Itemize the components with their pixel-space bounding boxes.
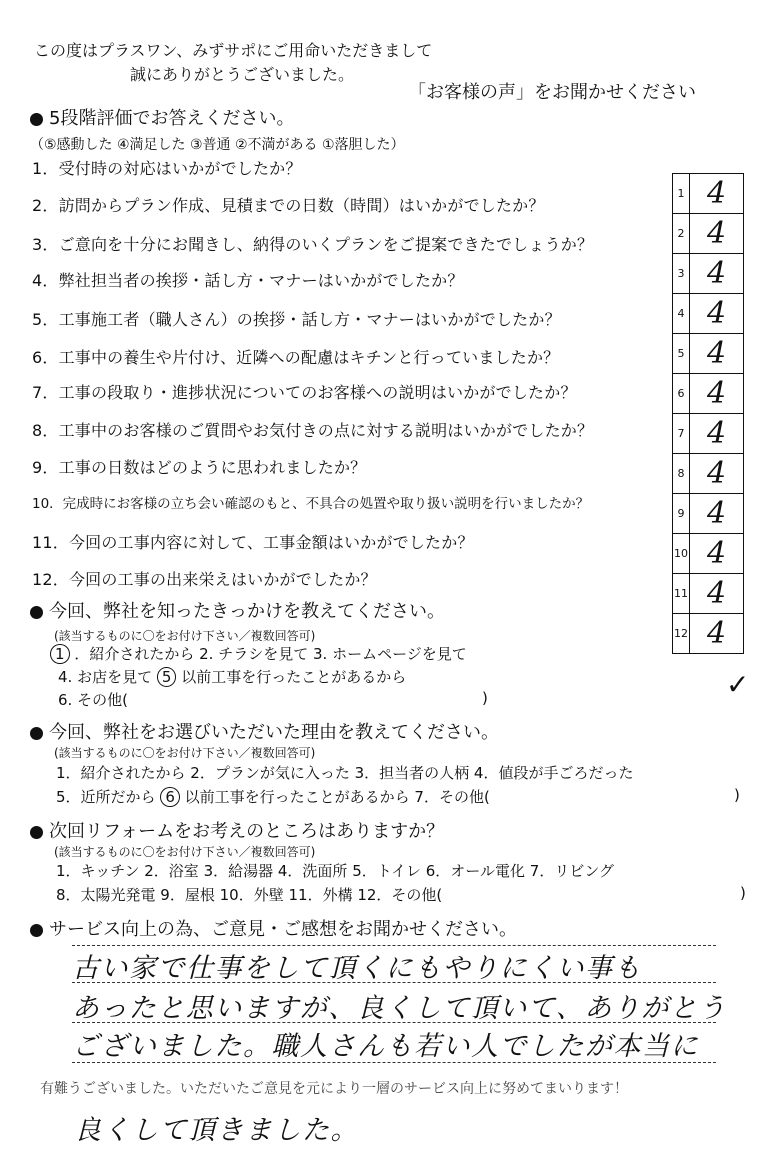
section-1-title-text: 5段階評価でお答えください。 — [49, 108, 295, 129]
option-text: 2. チラシを見て — [199, 645, 309, 663]
question-5: 5．工事施工者（職人さん）の挨拶・話し方・マナーはいかがでしたか？ — [32, 310, 561, 329]
section-2-title-text: 今回、弊社を知ったきっかけを教えてください。 — [49, 601, 445, 622]
section-4-note: (該当するものに〇をお付け下さい／複数回答可) — [54, 845, 316, 859]
section-4-title-text: 次回リフォームをお考えのところはありますか？ — [49, 821, 445, 842]
section-2-row-3: 6. その他( — [58, 691, 128, 709]
rating-value: 4 — [706, 336, 727, 371]
question-1: 1．受付時の対応はいかがでしたか？ — [32, 159, 302, 178]
circled-option: 6 — [160, 787, 180, 807]
rating-box — [672, 293, 744, 333]
bullet-icon — [30, 826, 43, 839]
rating-value: 4 — [706, 456, 727, 491]
rating-box — [672, 333, 744, 373]
section-4-title — [30, 817, 444, 843]
option-text: 紹介されたから — [89, 645, 195, 663]
question-12: 12．今回の工事の出来栄えはいかがでしたか？ — [32, 570, 377, 589]
rating-box — [672, 373, 744, 413]
question-2: 2．訪問からプラン作成、見積までの日数（時間）はいかがでしたか？ — [32, 196, 545, 215]
rating-box — [672, 533, 744, 573]
option-text: 以前工事を行ったことがあるから 7．その他( — [184, 788, 490, 806]
rating-box — [672, 213, 744, 253]
section-4-row-1: 1．キッチン 2．浴室 3．給湯器 4．洗面所 5．トイレ 6．オール電化 7．リビング — [56, 862, 615, 880]
rating-box — [672, 613, 744, 654]
rating-value: 4 — [706, 416, 727, 451]
rating-number: 9 — [673, 494, 690, 533]
section-2-row-2 — [58, 666, 406, 687]
rating-value: 4 — [706, 216, 727, 251]
section-1-title — [30, 104, 294, 130]
rating-box — [672, 573, 744, 613]
question-9: 9．工事の日数はどのように思われましたか？ — [32, 458, 367, 477]
section-3-note: (該当するものに〇をお付け下さい／複数回答可) — [54, 746, 316, 760]
rating-box — [672, 253, 744, 293]
check-mark-icon: ✓ — [726, 668, 750, 701]
rating-value: 4 — [706, 376, 727, 411]
intro-line-1: この度はプラスワン、みずサポにご用命いただきまして — [34, 41, 433, 60]
rating-box — [672, 493, 744, 533]
circled-option: 1 — [50, 644, 70, 664]
rating-number: 5 — [673, 334, 690, 373]
question-3: 3．ご意向を十分にお聞きし、納得のいくプランをご提案できたでしょうか？ — [32, 235, 594, 254]
rating-value: 4 — [706, 616, 727, 651]
rating-column — [672, 173, 744, 654]
section-4-row-2-close: ) — [740, 884, 746, 902]
section-3-row-2 — [56, 786, 490, 807]
rating-number: 7 — [673, 414, 690, 453]
rating-number: 11 — [673, 574, 690, 613]
handwritten-comment-line-3: ございました。職人さんも若い人でしたが本当に — [72, 1031, 699, 1062]
section-3-title-text: 今回、弊社をお選びいただいた理由を教えてください。 — [49, 722, 499, 743]
rating-number: 10 — [673, 534, 690, 573]
section-5-title-text: サービス向上の為、ご意見・ご感想をお聞かせください。 — [49, 919, 517, 940]
rating-value: 4 — [706, 496, 727, 531]
question-4: 4．弊社担当者の挨拶・話し方・マナーはいかがでしたか？ — [32, 271, 464, 290]
option-text: 以前工事を行ったことがあるから — [181, 668, 407, 686]
question-6: 6．工事中の養生や片付け、近隣への配慮はキチンと行っていましたか？ — [32, 348, 560, 367]
question-8: 8．工事中のお客様のご質問やお気付きの点に対する説明はいかがでしたか？ — [32, 421, 594, 440]
bullet-icon — [30, 606, 43, 619]
section-3-row-2-close: ) — [734, 786, 740, 804]
option-text: 4. お店を見て — [58, 668, 153, 686]
rating-number: 12 — [673, 614, 690, 653]
intro-line-2: 誠にありがとうございました。 — [130, 65, 355, 84]
bullet-icon — [30, 727, 43, 740]
rating-number: 8 — [673, 454, 690, 493]
bullet-icon — [30, 924, 43, 937]
customer-voice-heading: 「お客様の声」をお聞かせください — [408, 82, 696, 103]
rating-value: 4 — [706, 576, 727, 611]
section-3-title — [30, 718, 499, 744]
section-2-title — [30, 597, 445, 623]
rating-value: 4 — [706, 296, 727, 331]
question-7: 7．工事の段取り・進捗状況についてのお客様への説明はいかがでしたか？ — [32, 383, 577, 402]
option-text: 3. ホームページを見て — [313, 645, 467, 663]
bullet-icon — [30, 113, 43, 126]
question-11: 11．今回の工事内容に対して、工事金額はいかがでしたか？ — [32, 533, 474, 552]
section-2-row-1: 1 ．紹介されたから 2. チラシを見て 3. ホームページを見て — [50, 643, 467, 664]
option-text: 5．近所だから — [56, 788, 156, 806]
rating-number: 1 — [673, 174, 690, 213]
section-2-row-3-close: ) — [482, 689, 488, 707]
rating-box — [672, 173, 744, 213]
rating-number: 3 — [673, 254, 690, 293]
handwritten-comment-line-1: 古い家で仕事をして頂くにもやりにくい事も — [72, 953, 642, 984]
rating-number: 6 — [673, 374, 690, 413]
section-5-title — [30, 915, 517, 941]
rating-legend: （⑤感動した ④満足した ③普通 ②不満がある ①落胆した） — [30, 137, 405, 153]
rating-number: 4 — [673, 294, 690, 333]
rating-value: 4 — [706, 256, 727, 291]
section-2-note: (該当するものに〇をお付け下さい／複数回答可) — [54, 629, 316, 643]
rating-box — [672, 413, 744, 453]
rating-value: 4 — [706, 176, 727, 211]
section-4-row-2: 8．太陽光発電 9．屋根 10．外壁 11．外構 12．その他( — [56, 886, 443, 904]
rating-number: 2 — [673, 214, 690, 253]
circled-option: 5 — [157, 667, 177, 687]
thanks-message: 有難うございました。いただいたご意見を元により一層のサービス向上に努めてまいります！ — [40, 1081, 628, 1097]
rating-box — [672, 453, 744, 493]
question-10: 10．完成時にお客様の立ち会い確認のもと、不具合の処置や取り扱い説明を行いましたか？ — [32, 496, 590, 512]
handwritten-comment-line-4: 良くして頂きました。 — [74, 1115, 359, 1146]
rating-value: 4 — [706, 536, 727, 571]
section-3-row-1: 1．紹介されたから 2．プランが気に入った 3．担当者の人柄 4．値段が手ごろだった — [56, 764, 634, 782]
handwritten-comment-line-2: あったと思いますが、良くして頂いて、ありがとう — [72, 993, 727, 1024]
